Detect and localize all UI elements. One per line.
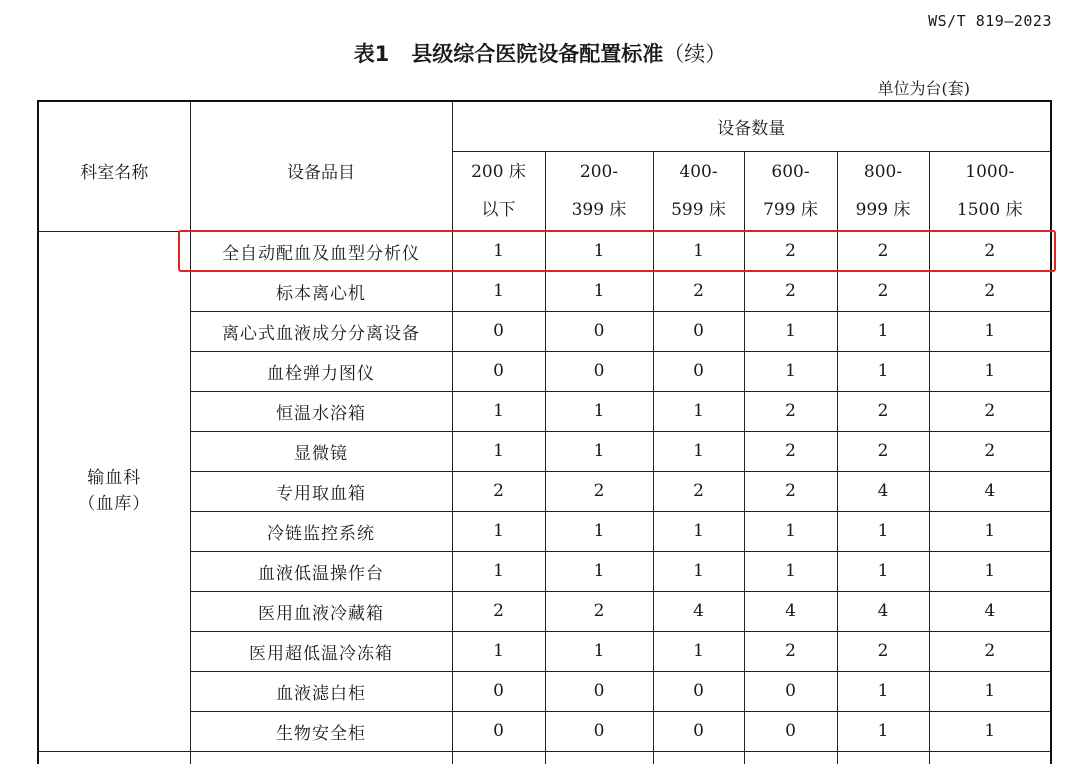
table-row bbox=[38, 591, 1051, 631]
quantity-cell: 2 bbox=[929, 231, 1051, 271]
quantity-cell: 1 bbox=[744, 311, 837, 351]
quantity-cell: 2 bbox=[653, 271, 744, 311]
quantity-cell: 1 bbox=[653, 631, 744, 671]
tier-line1: 200 床 bbox=[471, 162, 526, 182]
quantity-cell: 1 bbox=[837, 551, 929, 591]
table-row bbox=[38, 671, 1051, 711]
quantity-cell: 2 bbox=[744, 391, 837, 431]
quantity-cell: 1 bbox=[837, 311, 929, 351]
quantity-cell: 2 bbox=[929, 631, 1051, 671]
quantity-cell: 2 bbox=[452, 471, 545, 511]
partial-cell bbox=[744, 751, 837, 764]
quantity-cell: 1 bbox=[545, 271, 653, 311]
department-cell bbox=[38, 231, 190, 751]
quantity-cell: 1 bbox=[452, 391, 545, 431]
quantity-cell: 1 bbox=[744, 511, 837, 551]
quantity-cell: 1 bbox=[545, 511, 653, 551]
partial-cell bbox=[837, 751, 929, 764]
quantity-cell: 4 bbox=[837, 471, 929, 511]
item-name-cell: 血液低温操作台 bbox=[190, 551, 452, 591]
partial-cell bbox=[38, 751, 190, 764]
tier-line1: 200- bbox=[579, 162, 619, 182]
item-name-cell: 医用血液冷藏箱 bbox=[190, 591, 452, 631]
quantity-cell: 0 bbox=[452, 711, 545, 751]
quantity-cell: 1 bbox=[452, 431, 545, 471]
quantity-cell: 1 bbox=[929, 511, 1051, 551]
quantity-cell: 1 bbox=[545, 431, 653, 471]
quantity-cell: 1 bbox=[837, 511, 929, 551]
quantity-cell: 4 bbox=[653, 591, 744, 631]
quantity-cell: 1 bbox=[545, 631, 653, 671]
tier-line2: 399 床 bbox=[571, 200, 627, 220]
header-tier-5 bbox=[929, 151, 1051, 231]
table-row bbox=[38, 431, 1051, 471]
quantity-cell: 1 bbox=[452, 551, 545, 591]
item-name-cell: 生物安全柜 bbox=[190, 711, 452, 751]
table-row bbox=[38, 351, 1051, 391]
table-row bbox=[38, 231, 1051, 271]
department-subname: （血库） bbox=[78, 494, 151, 514]
quantity-cell: 1 bbox=[653, 511, 744, 551]
table-row-partial bbox=[38, 751, 1051, 764]
quantity-cell: 1 bbox=[837, 711, 929, 751]
partial-cell bbox=[929, 751, 1051, 764]
table-row bbox=[38, 271, 1051, 311]
tier-line2: 1500 床 bbox=[956, 200, 1023, 220]
header-tier-1 bbox=[545, 151, 653, 231]
quantity-cell: 1 bbox=[929, 311, 1051, 351]
item-name-cell: 冷链监控系统 bbox=[190, 511, 452, 551]
table-title bbox=[0, 38, 1080, 68]
tier-line2: 999 床 bbox=[855, 200, 911, 220]
quantity-cell: 2 bbox=[837, 231, 929, 271]
quantity-cell: 2 bbox=[837, 631, 929, 671]
quantity-cell: 1 bbox=[653, 231, 744, 271]
standard-code: WS/T 819—2023 bbox=[928, 12, 1052, 30]
header-department: 科室名称 bbox=[38, 101, 190, 231]
tier-line1: 1000- bbox=[965, 162, 1015, 182]
quantity-cell: 0 bbox=[653, 671, 744, 711]
equipment-config-table bbox=[37, 100, 1052, 764]
quantity-cell: 2 bbox=[744, 431, 837, 471]
table-title-continued: （续） bbox=[663, 42, 727, 66]
table-row bbox=[38, 631, 1051, 671]
partial-cell bbox=[653, 751, 744, 764]
unit-note: 单位为台(套) bbox=[877, 79, 970, 98]
tier-line1: 400- bbox=[679, 162, 718, 182]
quantity-cell: 1 bbox=[653, 551, 744, 591]
quantity-cell: 2 bbox=[744, 471, 837, 511]
quantity-cell: 1 bbox=[545, 231, 653, 271]
header-quantity-group: 设备数量 bbox=[452, 101, 1051, 151]
quantity-cell: 0 bbox=[545, 671, 653, 711]
quantity-cell: 1 bbox=[452, 631, 545, 671]
item-name-cell: 医用超低温冷冻箱 bbox=[190, 631, 452, 671]
header-tier-3 bbox=[744, 151, 837, 231]
department-name: 输血科 bbox=[87, 468, 142, 488]
quantity-cell: 0 bbox=[452, 671, 545, 711]
quantity-cell: 4 bbox=[837, 591, 929, 631]
quantity-cell: 1 bbox=[452, 271, 545, 311]
quantity-cell: 4 bbox=[929, 471, 1051, 511]
quantity-cell: 1 bbox=[837, 671, 929, 711]
table-row bbox=[38, 471, 1051, 511]
quantity-cell: 1 bbox=[929, 711, 1051, 751]
quantity-cell: 1 bbox=[929, 351, 1051, 391]
quantity-cell: 2 bbox=[837, 271, 929, 311]
quantity-cell: 2 bbox=[744, 271, 837, 311]
quantity-cell: 4 bbox=[744, 591, 837, 631]
item-name-cell: 离心式血液成分分离设备 bbox=[190, 311, 452, 351]
quantity-cell: 2 bbox=[929, 391, 1051, 431]
quantity-cell: 0 bbox=[545, 711, 653, 751]
quantity-cell: 1 bbox=[452, 511, 545, 551]
quantity-cell: 2 bbox=[452, 591, 545, 631]
quantity-cell: 0 bbox=[545, 311, 653, 351]
quantity-cell: 1 bbox=[545, 551, 653, 591]
tier-line2: 599 床 bbox=[671, 200, 726, 220]
quantity-cell: 1 bbox=[929, 551, 1051, 591]
table-row bbox=[38, 551, 1051, 591]
item-name-cell: 专用取血箱 bbox=[190, 471, 452, 511]
partial-cell bbox=[545, 751, 653, 764]
quantity-cell: 0 bbox=[452, 311, 545, 351]
item-name-cell: 标本离心机 bbox=[190, 271, 452, 311]
tier-line2: 以下 bbox=[481, 200, 516, 220]
table-title-main: 县级综合医院设备配置标准 bbox=[411, 42, 664, 66]
quantity-cell: 1 bbox=[545, 391, 653, 431]
tier-line1: 800- bbox=[863, 162, 903, 182]
quantity-cell: 1 bbox=[653, 431, 744, 471]
table-number: 表1 bbox=[353, 42, 390, 66]
quantity-cell: 1 bbox=[837, 351, 929, 391]
header-item: 设备品目 bbox=[190, 101, 452, 231]
partial-cell bbox=[452, 751, 545, 764]
quantity-cell: 2 bbox=[837, 431, 929, 471]
table-row bbox=[38, 511, 1051, 551]
item-name-cell: 血栓弹力图仪 bbox=[190, 351, 452, 391]
header-tier-2 bbox=[653, 151, 744, 231]
table-row bbox=[38, 391, 1051, 431]
item-name-cell: 显微镜 bbox=[190, 431, 452, 471]
item-name-cell: 血液滤白柜 bbox=[190, 671, 452, 711]
quantity-cell: 1 bbox=[653, 391, 744, 431]
quantity-cell: 0 bbox=[744, 671, 837, 711]
quantity-cell: 2 bbox=[653, 471, 744, 511]
header-tier-4 bbox=[837, 151, 929, 231]
quantity-cell: 0 bbox=[545, 351, 653, 391]
quantity-cell: 0 bbox=[452, 351, 545, 391]
quantity-cell: 0 bbox=[653, 351, 744, 391]
quantity-cell: 2 bbox=[929, 431, 1051, 471]
quantity-cell: 2 bbox=[744, 231, 837, 271]
quantity-cell: 2 bbox=[545, 471, 653, 511]
quantity-cell: 0 bbox=[744, 711, 837, 751]
quantity-cell: 2 bbox=[744, 631, 837, 671]
tier-line1: 600- bbox=[771, 162, 810, 182]
quantity-cell: 1 bbox=[744, 351, 837, 391]
quantity-cell: 0 bbox=[653, 311, 744, 351]
item-name-cell: 全自动配血及血型分析仪 bbox=[190, 231, 452, 271]
quantity-cell: 2 bbox=[929, 271, 1051, 311]
table-row bbox=[38, 711, 1051, 751]
partial-cell bbox=[190, 751, 452, 764]
item-name-cell: 恒温水浴箱 bbox=[190, 391, 452, 431]
quantity-cell: 1 bbox=[744, 551, 837, 591]
tier-line2: 799 床 bbox=[763, 200, 818, 220]
quantity-cell: 4 bbox=[929, 591, 1051, 631]
quantity-cell: 2 bbox=[837, 391, 929, 431]
quantity-cell: 0 bbox=[653, 711, 744, 751]
header-row-group bbox=[38, 101, 1051, 151]
table-row bbox=[38, 311, 1051, 351]
quantity-cell: 1 bbox=[929, 671, 1051, 711]
header-tier-0 bbox=[452, 151, 545, 231]
quantity-cell: 2 bbox=[545, 591, 653, 631]
quantity-cell: 1 bbox=[452, 231, 545, 271]
